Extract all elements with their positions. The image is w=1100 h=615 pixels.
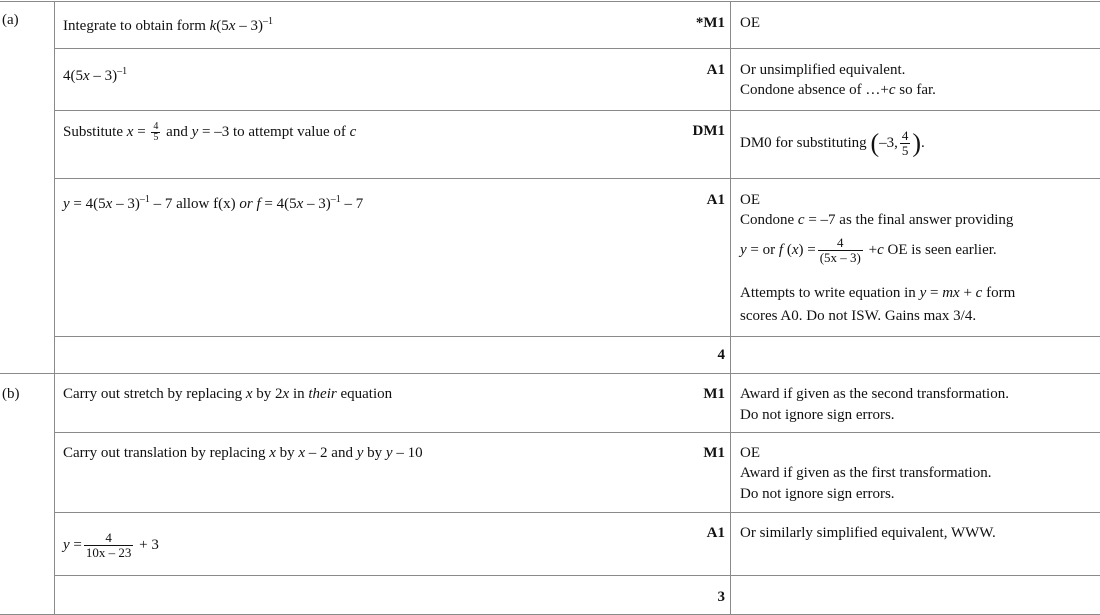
q-part: – 2 and bbox=[305, 445, 357, 461]
rule-part-b bbox=[0, 373, 1100, 374]
rule-row-7 bbox=[55, 512, 1100, 513]
rule-row-2 bbox=[55, 110, 1100, 111]
question-x: x bbox=[228, 18, 236, 34]
q-exp: –1 bbox=[330, 194, 341, 205]
frac-num: 4 bbox=[153, 121, 159, 133]
comment-y: y bbox=[919, 285, 927, 301]
q-expr: = 4(5 bbox=[69, 196, 106, 212]
part-a-total: 4 bbox=[717, 347, 725, 363]
paren-val: –3, bbox=[879, 135, 898, 151]
mark-code: A1 bbox=[706, 192, 725, 208]
rule-row-3 bbox=[55, 178, 1100, 179]
question-text bbox=[63, 194, 363, 214]
comment-part: + bbox=[864, 242, 878, 258]
comment-x: x bbox=[791, 242, 799, 258]
q-f: f bbox=[252, 196, 261, 212]
question-exp: –1 bbox=[262, 16, 273, 27]
q-tail: – 3) bbox=[112, 196, 140, 212]
q-expr: = 4(5 bbox=[260, 196, 297, 212]
comment-line-4 bbox=[740, 283, 1015, 303]
comment-part: Condone absence of …+ bbox=[740, 82, 889, 98]
part-a-label: (a) bbox=[2, 12, 19, 28]
fraction bbox=[818, 236, 863, 265]
comment-part: OE is seen earlier. bbox=[883, 242, 997, 258]
comment-text: Or similarly simplified equivalent, WWW. bbox=[740, 525, 996, 541]
expr-tail: – 3) bbox=[89, 68, 118, 84]
comment-c: c bbox=[877, 242, 884, 258]
q-part: Carry out stretch by replacing bbox=[63, 386, 246, 402]
q-and: and bbox=[162, 124, 192, 140]
expr-head: 4(5 bbox=[63, 68, 83, 84]
frac-num: 4 bbox=[105, 530, 112, 546]
comment-mx: mx bbox=[942, 285, 960, 301]
expr-exp: –1 bbox=[117, 66, 128, 77]
q-part: by 2 bbox=[252, 386, 283, 402]
q-part: Carry out translation by replacing bbox=[63, 445, 270, 461]
q-part: – 10 bbox=[392, 445, 423, 461]
comment-line-3: Do not ignore sign errors. bbox=[740, 486, 895, 502]
comment-line-1: Or unsimplified equivalent. bbox=[740, 62, 906, 78]
comment-part: ) = bbox=[798, 242, 816, 258]
comment-c: c bbox=[975, 285, 983, 301]
comment-part: Attempts to write equation in bbox=[740, 285, 920, 301]
q-part: in bbox=[289, 386, 309, 402]
part-b-total: 3 bbox=[717, 589, 725, 605]
comment-line-5: scores A0. Do not ISW. Gains max 3/4. bbox=[740, 308, 977, 324]
rule-top bbox=[0, 1, 1100, 2]
frac-den: (5x – 3) bbox=[819, 250, 861, 266]
rule-row-1 bbox=[55, 48, 1100, 49]
comment-f: f bbox=[778, 242, 784, 258]
comment-y: y bbox=[740, 242, 747, 258]
comment-part: form bbox=[982, 285, 1016, 301]
q-y: y bbox=[191, 124, 199, 140]
question-text bbox=[63, 384, 392, 404]
question-text bbox=[63, 122, 356, 143]
q-or: or bbox=[239, 196, 253, 212]
frac-num: 4 bbox=[901, 128, 909, 144]
q-x: x bbox=[296, 196, 304, 212]
q-y: y bbox=[63, 196, 70, 212]
q-yval: = –3 bbox=[198, 124, 233, 140]
rule-col-part bbox=[54, 1, 55, 615]
comment-part: = bbox=[926, 285, 943, 301]
q-y: y bbox=[356, 445, 364, 461]
rule-row-6 bbox=[55, 432, 1100, 433]
question-lead: Integrate to obtain form bbox=[63, 18, 210, 34]
question-body: (5 bbox=[216, 18, 229, 34]
q-x: x bbox=[105, 196, 113, 212]
q-minus: – 7 allow f(x) bbox=[149, 196, 240, 212]
comment-c: c bbox=[797, 212, 805, 228]
comment-line-2: Award if given as the first transformation. bbox=[740, 465, 992, 481]
comment-part: = –7 as the final answer providing bbox=[804, 212, 1014, 228]
q-minus: – 7 bbox=[340, 196, 364, 212]
comment-part: DM0 for substituting bbox=[740, 135, 871, 151]
question-text bbox=[63, 525, 159, 565]
question-k: k bbox=[209, 18, 217, 34]
comment-line-2 bbox=[740, 210, 1013, 230]
frac-den: 5 bbox=[153, 132, 159, 144]
part-b-label: (b) bbox=[2, 386, 20, 402]
frac-den: 10x – 23 bbox=[85, 545, 132, 561]
mark-code: *M1 bbox=[695, 15, 725, 31]
comment-part: = or bbox=[746, 242, 779, 258]
q-x: x bbox=[245, 386, 253, 402]
q-x: x bbox=[298, 445, 306, 461]
q-tail: – 3) bbox=[303, 196, 331, 212]
frac-den: 5 bbox=[901, 143, 909, 159]
q-eq: = bbox=[69, 537, 82, 553]
comment-line-1: Award if given as the second transformation. bbox=[740, 386, 1009, 402]
q-y: y bbox=[385, 445, 393, 461]
comment-part: + bbox=[959, 285, 976, 301]
q-their: their bbox=[308, 386, 337, 402]
q-part: to attempt value of bbox=[232, 124, 350, 140]
q-x: x bbox=[269, 445, 276, 461]
question-text bbox=[63, 443, 423, 463]
q-part: Substitute bbox=[63, 124, 127, 140]
comment-part: Condone bbox=[740, 212, 798, 228]
mark-code: M1 bbox=[703, 445, 725, 461]
q-part: by bbox=[363, 445, 386, 461]
q-c: c bbox=[349, 124, 357, 140]
question-text bbox=[63, 16, 273, 36]
q-eq: = bbox=[133, 124, 150, 140]
comment-line-3 bbox=[740, 232, 997, 268]
mark-code: DM1 bbox=[692, 123, 725, 139]
rule-row-4 bbox=[55, 336, 1100, 337]
comment-line-1: OE bbox=[740, 192, 760, 208]
comment-end: . bbox=[921, 135, 925, 151]
paren-close: ) bbox=[912, 128, 922, 158]
fraction bbox=[900, 129, 911, 158]
comment-c: c bbox=[888, 82, 896, 98]
comment-line-2 bbox=[740, 80, 936, 100]
fraction bbox=[151, 122, 160, 143]
q-part: equation bbox=[336, 386, 393, 402]
q-part: by bbox=[275, 445, 299, 461]
comment-text bbox=[740, 128, 925, 159]
comment-line-1: OE bbox=[740, 445, 760, 461]
q-x: x bbox=[282, 386, 290, 402]
comment-part: so far. bbox=[895, 82, 936, 98]
q-y: y bbox=[63, 537, 70, 553]
question-tail: – 3) bbox=[235, 18, 263, 34]
q-plus: + 3 bbox=[135, 537, 159, 553]
question-text bbox=[63, 66, 127, 86]
q-x: x bbox=[126, 124, 134, 140]
mark-code: A1 bbox=[706, 62, 725, 78]
frac-num: 4 bbox=[837, 235, 844, 251]
comment-text: OE bbox=[740, 15, 760, 31]
rule-row-8 bbox=[55, 575, 1100, 576]
comment-part: ( bbox=[783, 242, 792, 258]
expr-x: x bbox=[83, 68, 90, 84]
mark-code: A1 bbox=[706, 525, 725, 541]
fraction bbox=[84, 531, 134, 560]
q-exp: –1 bbox=[139, 194, 150, 205]
comment-line-2: Do not ignore sign errors. bbox=[740, 407, 895, 423]
rule-col-mark bbox=[730, 1, 731, 615]
mark-code: M1 bbox=[703, 386, 725, 402]
paren-open: ( bbox=[870, 128, 880, 158]
